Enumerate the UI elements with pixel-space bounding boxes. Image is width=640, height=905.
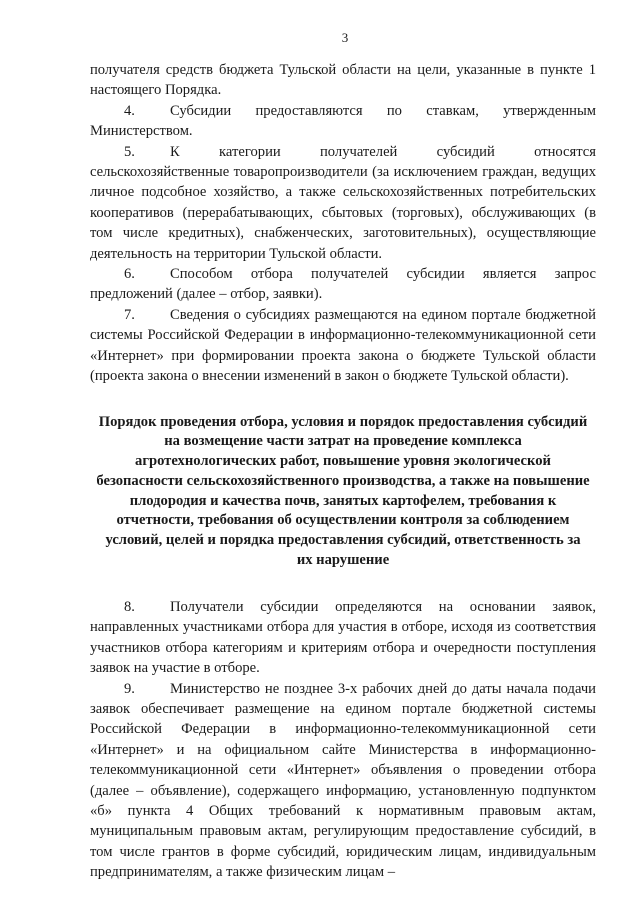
paragraph-text: получателя средств бюджета Тульской области на цели, указанные в пункте 1 настоящего Порядка.: [90, 62, 596, 99]
paragraph-text: Министерство не позднее 3-х рабочих дней до даты начала подачи заявок обеспечивает размещение на едином портале бюджетной системы Российской Федерации в информационно-телекоммуникационной сети «Интернет» и на официальном сайте Министерства в информационно-телекоммуникационной сети «Интернет» объявления о проведении отбора (далее – объявление), содержащего информацию, установленную подпунктом «б» пункта 4 Общих требований к нормативным правовым актам, муниципальным правовым актам, регулирующим предоставление субсидий, в том числе грантов в форме субсидий, юридическим лицам, индивидуальным предпринимателям, а также физическим лицам –: [90, 680, 596, 881]
paragraph-9: [90, 679, 596, 883]
paragraph-number: 7.: [124, 306, 135, 323]
paragraph-5: [90, 142, 596, 264]
paragraph-number: 9.: [124, 680, 135, 697]
paragraph-8: [90, 597, 596, 679]
paragraph-text: К категории получателей субсидий относятся сельскохозяйственные товаропроизводители (за исключением граждан, ведущих личное подсобное хозяйство, а также сельскохозяйственных потребительских кооперативов (перерабатывающих, сбытовых (торговых), обслуживающих (в том числе кредитных), снабженческих, заготовительных), осуществляющие деятельность на территории Тульской области.: [90, 143, 596, 262]
section-title: Порядок проведения отбора, условия и порядок предоставления субсидий на возмещение части затрат на проведение комплекса агротехнологических работ, повышение уровня экологической безопасности сельскохозяйственного производства, а также на повышение плодородия и качества почв, занятых картофелем, требования к отчетности, требования об осуществлении контроля за соблюдением условий, целей и порядка предоставления субсидий, ответственность за их нарушение: [96, 413, 590, 569]
paragraph-number: 8.: [124, 598, 135, 615]
paragraph-text: Способом отбора получателей субсидии является запрос предложений (далее – отбор, заявки).: [90, 266, 596, 303]
paragraph-text: Субсидии предоставляются по ставкам, утвержденным Министерством.: [90, 102, 596, 140]
paragraph-7: [90, 305, 596, 387]
paragraph-number: 6.: [124, 266, 135, 283]
paragraph-number: 4.: [124, 102, 135, 119]
paragraph-text: Сведения о субсидиях размещаются на едином портале бюджетной системы Российской Федерации в информационно-телекоммуникационной сети «Интернет» при формировании проекта закона о бюджете Тульской области (проекта закона о внесении изменений в закон о бюджете Тульской области).: [90, 306, 596, 385]
paragraph-text: Получатели субсидии определяются на основании заявок, направленных участниками отбора для участия в отборе, исходя из соответствия участников отбора категориям и критериям отбора и очередности поступления заявок на участие в отборе.: [90, 598, 596, 677]
paragraph-continuation: [90, 60, 596, 101]
paragraph-number: 5.: [124, 143, 135, 160]
paragraph-4: [90, 101, 596, 142]
page-number: 3: [341, 30, 349, 45]
paragraph-6: [90, 264, 596, 305]
